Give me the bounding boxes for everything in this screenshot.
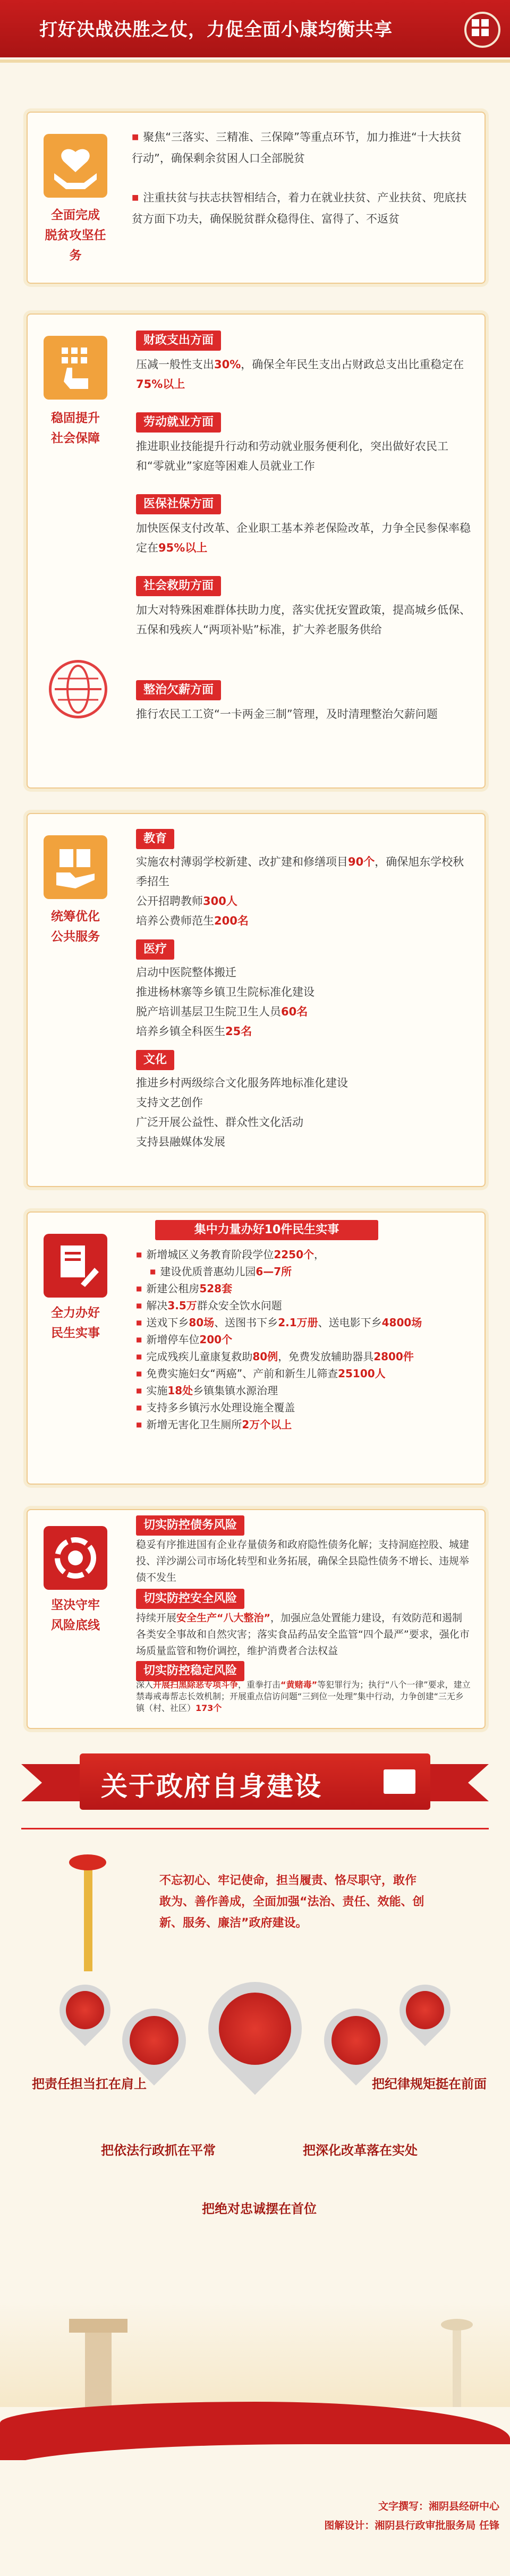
text-debt-risk: 稳妥有序推进国有企业存量债务和政府隐性债务化解；支持洞庭控股、城建投、洋沙湖公司市场化转型和业务拓展，确保全县隐性债务不增长、违规举债不发生 (136, 1539, 470, 1583)
text-stability-risk: 深入开展扫黑除恶专项斗争，重拳打击“黄赌毒”等犯罪行为；执行“八个一律”要求，建立禁毒戒毒帮志长效机制；开展重点信访问题“三到位一处理”集中行动，力争创建“三无乡镇（村、社区）173个 (136, 1680, 471, 1713)
logo-icon (464, 12, 500, 48)
pillar-4-icon (311, 1995, 401, 2086)
pillar-2-icon (109, 1995, 199, 2086)
text-culture: 推进乡村两级综合文化服务阵地标准化建设 支持文艺创作 广泛开展公益性、群众性文化活动 支持县融媒体发展 (136, 1077, 348, 1148)
list-item: ■ 新增城区义务教育阶段学位2250个， (136, 1247, 476, 1264)
column-right-icon (441, 2317, 473, 2407)
self-building-statement: 不忘初心、牢记使命，担当履责、恪尽职守，敢作敢为、善作善成，全面加强“法治、责任、效能、创新、服务、廉洁”政府建设。 (159, 1874, 424, 1930)
pillar-label: 把深化改革落在实处 (303, 2143, 418, 2158)
self-building-banner (80, 1753, 430, 1810)
category-label-security: 稳固提升 社会保障 (51, 411, 100, 445)
list-item: ■ 支持多乡镇污水处理设施全覆盖 (136, 1400, 476, 1417)
tag-fiscal: 财政支出方面 (136, 331, 221, 351)
tag-employment: 劳动就业方面 (136, 412, 221, 433)
list-item: ■ 聚焦“三落实、三精准、三保障”等重点环节，加力推进“十大扶贫行动”，确保剩余贫困人口全部脱贫 (132, 128, 472, 168)
list-item: ■ 解决3.5万群众安全饮水问题 (136, 1298, 476, 1315)
ornamental-column-icon (69, 1849, 106, 1971)
category-label-livelihood: 全力办好 民生实事 (51, 1306, 100, 1340)
tag-safety-risk: 切实防控安全风险 (136, 1589, 244, 1609)
globe-icon (49, 660, 107, 718)
credit-designer: 图解设计：湘阴县行政审批服务局 任锋 (324, 2520, 499, 2531)
text-education: 实施农村薄弱学校新建、改扩建和修缮项目90个，确保旭东学校秋季招生 公开招聘教师300人 培养公费师范生200名 (136, 855, 464, 927)
category-label-poverty: 全面完成 脱贫攻坚任务 (45, 208, 106, 262)
shield-ring-icon (44, 1526, 107, 1590)
text-insurance: 加快医保支付改革、企业职工基本养老保险改革，力争全民参保率稳定在95%以上 (136, 522, 471, 554)
page-title: 打好决战决胜之仗，力促全面小康均衡共享 (39, 19, 393, 40)
category-label-public: 统筹优化 公共服务 (51, 910, 100, 944)
hand-grid-icon (44, 336, 107, 400)
emblem-icon (384, 1769, 415, 1794)
pillar-label: 把责任担当扛在肩上 (32, 2077, 147, 2091)
credit-writer: 文字撰写：湘阴县经研中心 (378, 2501, 499, 2512)
pillar-5-icon (389, 1974, 461, 2046)
text-relief: 加大对特殊困难群体扶助力度，落实优抚安置政策，提高城乡低保、五保和残疾人“两项补贴”标准，扩大养老服务供给 (136, 604, 471, 636)
tag-medical: 医疗 (136, 939, 174, 960)
header-stripe (0, 60, 510, 63)
card-risk (27, 1509, 486, 1729)
tag-culture: 文化 (136, 1050, 174, 1070)
text-wages: 推行农民工工资“一卡两金三制”管理，及时清理整治欠薪问题 (136, 708, 438, 721)
list-item: ■ 完成残疾儿童康复救助80例，免费发放辅助器具2800件 (136, 1349, 476, 1366)
text-safety-risk: 持续开展安全生产“八大整治”，加强应急处置能力建设，有效防范和遏制各类安全事故和自然灾害；落实食品药品安全监管“四个最严”要求，强化市场质量监管和物价调控，维护消费者合法权益 (136, 1612, 470, 1657)
pillar-label: 把依法行政抓在平常 (101, 2143, 216, 2158)
card-security (27, 313, 486, 789)
pillar-label: 把纪律规矩挺在前面 (372, 2077, 487, 2091)
card-poverty (27, 112, 486, 284)
category-label-risk: 坚决守牢 风险底线 (51, 1598, 100, 1632)
list-item: ■ 实施18处乡镇集镇水源治理 (136, 1383, 476, 1400)
tag-insurance: 医保社保方面 (136, 494, 221, 514)
list-item: ■ 送戏下乡80场、送图书下乡2.1万册、送电影下乡4800场 (136, 1315, 476, 1332)
text-fiscal: 压减一般性支出30%，确保全年民生支出占财政总支出比重稳定在75%以上 (136, 358, 464, 391)
list-item: ■ 注重扶贫与扶志扶智相结合，着力在就业扶贫、产业扶贫、兜底扶贫方面下功夫，确保脱贫群众稳得住、富得了、不返贫 (132, 188, 472, 229)
text-employment: 推进职业技能提升行动和劳动就业服务便利化，突出做好农民工和“零就业”家庭等困难人员就业工作 (136, 440, 448, 472)
tag-ten-affairs: 集中力量办好10件民生实事 (155, 1220, 378, 1240)
card-public-services (27, 813, 486, 1187)
tag-relief: 社会救助方面 (136, 576, 221, 596)
list-item: ■ 免费实施妇女“两癌”、产前和新生儿筛查25100人 (136, 1366, 476, 1383)
list-item-continued: ■ 建设优质普惠幼儿园6—7所 (150, 1264, 490, 1281)
list-item: ■ 新增无害化卫生厕所2万个以上 (136, 1417, 476, 1434)
tag-education: 教育 (136, 829, 174, 849)
pillar-label: 把绝对忠诚摆在首位 (202, 2201, 317, 2216)
monument-icon (58, 2306, 138, 2407)
tag-wages: 整治欠薪方面 (136, 680, 221, 700)
pillar-3-icon (189, 1963, 321, 2095)
tag-debt-risk: 切实防控债务风险 (136, 1515, 244, 1536)
pillar-1-icon (49, 1974, 121, 2046)
book-hand-icon (44, 835, 107, 899)
banner-title: 关于政府自身建设 (101, 1771, 322, 1802)
text-medical: 启动中医院整体搬迁 推进杨林寨等乡镇卫生院标准化建设 脱产培训基层卫生院卫生人员60名 培养乡镇全科医生25名 (136, 966, 314, 1038)
hands-heart-icon (44, 134, 107, 198)
divider (21, 1828, 489, 1829)
document-pen-icon (44, 1234, 107, 1298)
list-item: ■ 新增停车位200个 (136, 1332, 476, 1349)
tag-stability-risk: 切实防控稳定风险 (136, 1661, 244, 1681)
list-item: ■ 新建公租房528套 (136, 1281, 476, 1298)
header-bar (0, 0, 510, 57)
card-livelihood (27, 1211, 486, 1485)
